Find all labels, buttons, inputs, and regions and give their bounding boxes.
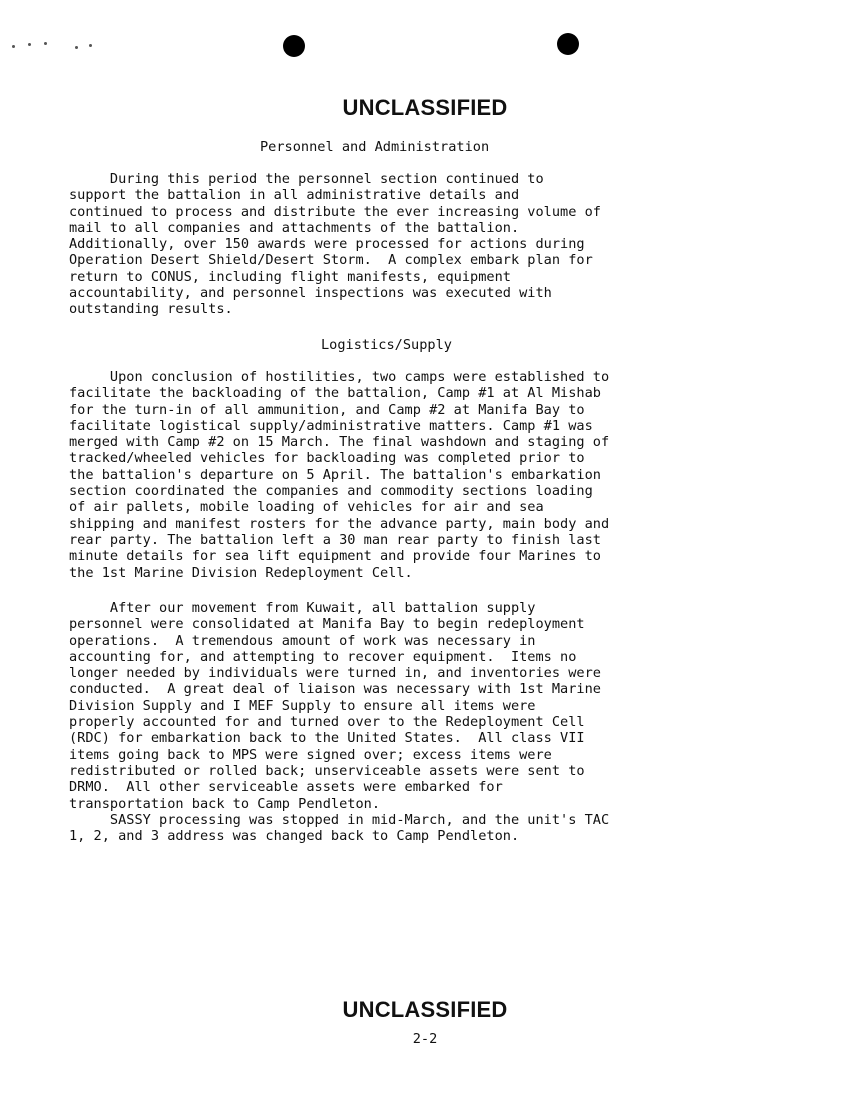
text-line: Division Supply and I MEF Supply to ensure all items were (69, 697, 536, 714)
text-line: longer needed by individuals were turned in, and inventories were (69, 665, 601, 682)
text-line: of air pallets, mobile loading of vehicles for air and sea (69, 499, 544, 516)
logistics-section-heading: Logistics/Supply (321, 337, 452, 353)
text-line: items going back to MPS were signed over; excess items were (69, 746, 552, 763)
text-line: accountability, and personnel inspections was executed with (69, 285, 552, 302)
scan-speck (28, 43, 31, 46)
text-line: facilitate logistical supply/administrative matters. Camp #1 was (69, 417, 593, 434)
text-line: for the turn-in of all ammunition, and Camp #2 at Manifa Bay to (69, 401, 585, 418)
scan-speck (89, 44, 92, 47)
text-line: support the battalion in all administrative details and (69, 187, 520, 204)
scan-speck (44, 42, 47, 45)
bottom-classification-marking: UNCLASSIFIED (342, 997, 508, 1022)
text-line: Operation Desert Shield/Desert Storm. A complex embark plan for (69, 252, 593, 269)
page-number: 2-2 (412, 1031, 438, 1047)
text-line: properly accounted for and turned over to the Redeployment Cell (69, 714, 585, 731)
text-line: section coordinated the companies and commodity sections loading (69, 483, 593, 500)
text-line: the battalion's departure on 5 April. The battalion's embarkation (69, 466, 601, 483)
logistics-section-body (69, 369, 609, 581)
text-line: SASSY processing was stopped in mid-March, and the unit's TAC (69, 811, 610, 828)
punch-hole-left-icon (283, 35, 305, 57)
text-line: accounting for, and attempting to recover equipment. Items no (69, 648, 577, 665)
text-line: facilitate the backloading of the battalion, Camp #1 at Al Mishab (69, 385, 601, 402)
top-classification-marking: UNCLASSIFIED (342, 95, 508, 120)
text-line: tracked/wheeled vehicles for backloading was completed prior to (69, 450, 585, 467)
text-line: (RDC) for embarkation back to the United States. All class VII (69, 730, 585, 747)
text-line: During this period the personnel section continued to (69, 171, 544, 187)
text-line: the 1st Marine Division Redeployment Cell. (69, 564, 413, 581)
punch-hole-right-icon (557, 33, 579, 55)
text-line: After our movement from Kuwait, all battalion supply (69, 600, 536, 616)
text-line: redistributed or rolled back; unserviceable assets were sent to (69, 762, 585, 779)
text-line: DRMO. All other serviceable assets were embarked for (69, 779, 503, 796)
personnel-section-body (69, 171, 601, 318)
text-line: return to CONUS, including flight manifests, equipment (69, 268, 511, 285)
scan-speck (12, 45, 15, 48)
text-line: mail to all companies and attachments of the battalion. (69, 219, 520, 236)
text-line: operations. A tremendous amount of work was necessary in (69, 632, 536, 649)
text-line: minute details for sea lift equipment and provide four Marines to (69, 548, 601, 565)
text-line: 1, 2, and 3 address was changed back to Camp Pendleton. (69, 828, 520, 845)
text-line: merged with Camp #2 on 15 March. The final washdown and staging of (69, 434, 610, 451)
text-line: outstanding results. (69, 301, 233, 318)
text-line: shipping and manifest rosters for the advance party, main body and (69, 515, 610, 532)
text-line: personnel were consolidated at Manifa Bay to begin redeployment (69, 616, 585, 633)
text-line: transportation back to Camp Pendleton. (69, 795, 380, 812)
text-line: Additionally, over 150 awards were processed for actions during (69, 236, 585, 253)
text-line: rear party. The battalion left a 30 man rear party to finish last (69, 531, 601, 548)
personnel-section-heading: Personnel and Administration (260, 139, 490, 155)
scan-speck (75, 46, 78, 49)
text-line: conducted. A great deal of liaison was necessary with 1st Marine (69, 681, 601, 698)
supply-section-body (69, 600, 609, 844)
text-line: Upon conclusion of hostilities, two camps were established to (69, 369, 610, 385)
text-line: continued to process and distribute the ever increasing volume of (69, 203, 601, 220)
